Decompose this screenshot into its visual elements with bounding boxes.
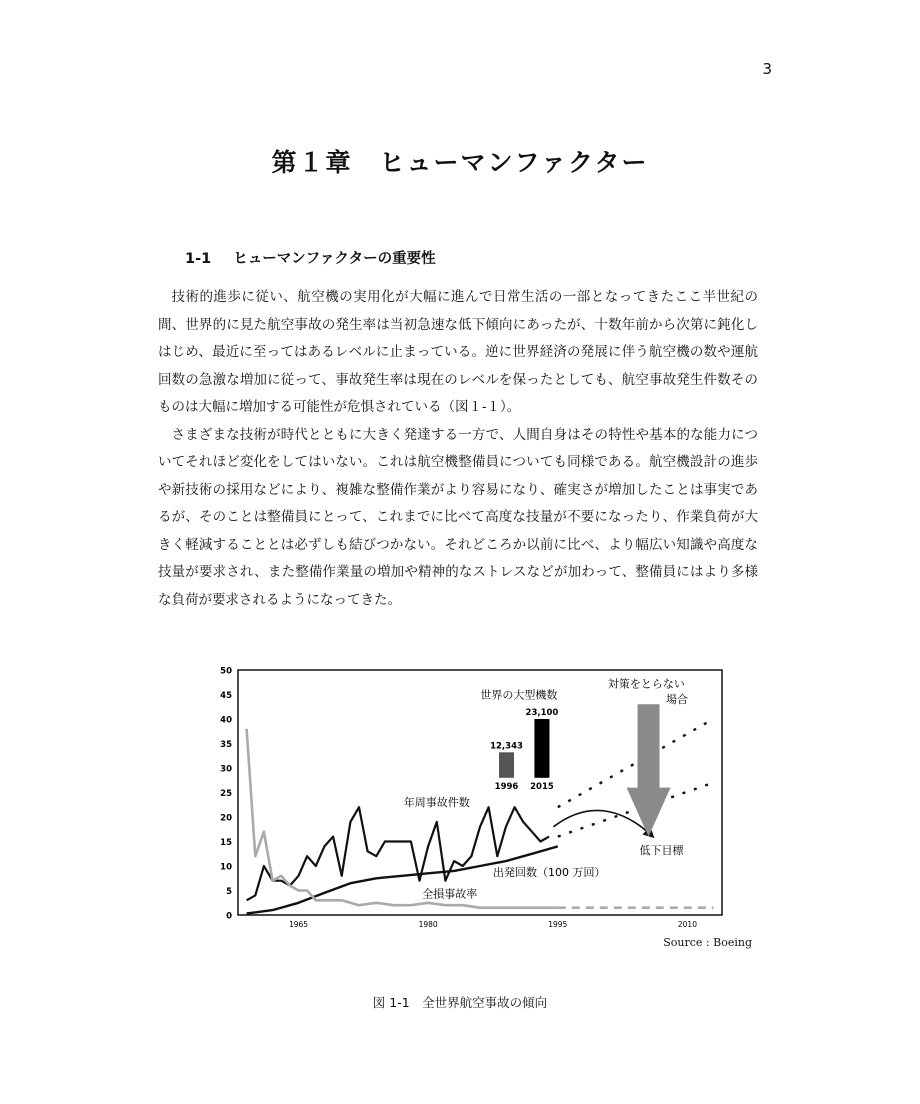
annotation-departures: 出発回数（100 万回） xyxy=(492,865,606,879)
figure-caption: 図 1-1 全世界航空事故の傾向 xyxy=(372,995,548,1010)
y-tick-label: 5 xyxy=(226,887,232,897)
inset-bar-category: 1996 xyxy=(494,781,519,792)
annotation-loss-rate: 全損事故率 xyxy=(422,887,478,901)
inset-bar xyxy=(534,719,549,778)
y-tick-label: 0 xyxy=(226,911,232,922)
x-tick-label: 1995 xyxy=(548,920,568,929)
page-number: 3 xyxy=(762,60,772,78)
x-tick-label: 1965 xyxy=(288,920,309,929)
annotation-no-measures: 対策をとらない xyxy=(607,677,685,691)
y-tick-label: 50 xyxy=(220,666,232,677)
inset-bar-category: 2015 xyxy=(530,781,554,792)
annotation-no-measures: 場合 xyxy=(666,692,689,706)
source-note: Source : Boeing xyxy=(663,936,752,949)
down-arrow xyxy=(627,704,671,836)
accident-trend-chart xyxy=(200,655,760,950)
section-number: 1-1 xyxy=(185,251,212,267)
chart-svg xyxy=(200,655,760,950)
y-tick-label: 30 xyxy=(220,764,232,775)
inset-bar-title: 世界の大型機数 xyxy=(480,688,558,702)
section-title: ヒューマンファクターの重要性 xyxy=(233,251,436,267)
y-tick-label: 35 xyxy=(220,740,232,750)
x-tick-label: 1980 xyxy=(418,920,438,929)
annotation-target: 低下目標 xyxy=(639,844,684,858)
y-tick-label: 10 xyxy=(220,862,232,873)
paragraph: さまざまな技術が時代とともに大きく発達する一方で、人間自身はその特性や基本的な能力についてそれほど変化をしてはいない。これは航空機整備員についても同様である。航空機設計の進歩や新技術の採用などにより、複雑な整備作業がより容易になり、確実さが増加したことは事実であるが、そのことは整備員にとって、これまでに比べて高度な技量が不要になったり、作業負荷が大きく軽減することとは必ずしも結びつかない。それどころか以前に比べ、より幅広い知識や高度な技量が要求され、また整備作業量の増加や精神的なストレスなどが加わって、整備員にはより多様な負荷が要求されるようになってきた。 xyxy=(158,426,758,608)
x-tick-label: 2010 xyxy=(677,920,697,929)
curved-arrow xyxy=(553,810,652,836)
chapter-title: 第１章 ヒューマンファクター xyxy=(271,148,649,177)
body-text xyxy=(158,284,758,614)
y-tick-label: 40 xyxy=(220,715,232,726)
paragraph: 技術的進歩に従い、航空機の実用化が大幅に進んで日常生活の一部となってきたここ半世紀の間、世界的に見た航空事故の発生率は当初急速な低下傾向にあったが、十数年前から次第に鈍化しはじめ、最近に至ってはあるレベルに止まっている。逆に世界経済の発展に伴う航空機の数や運航回数の急激な増加に従って、事故発生率は現在のレベルを保ったとしても、航空事故発生件数そのものは大幅に増加する可能性が危惧されている（図１-１）。 xyxy=(158,289,758,415)
inset-bar xyxy=(499,752,514,777)
series-line xyxy=(247,846,558,913)
y-tick-label: 45 xyxy=(220,691,232,701)
annotation-accident-count: 年周事故件数 xyxy=(403,796,470,810)
section-heading xyxy=(185,247,436,268)
inset-bar-value: 23,100 xyxy=(525,708,559,718)
inset-bar-value: 12,343 xyxy=(490,741,523,752)
y-tick-label: 20 xyxy=(220,813,232,824)
y-tick-label: 15 xyxy=(220,838,232,848)
y-tick-label: 25 xyxy=(220,789,232,799)
